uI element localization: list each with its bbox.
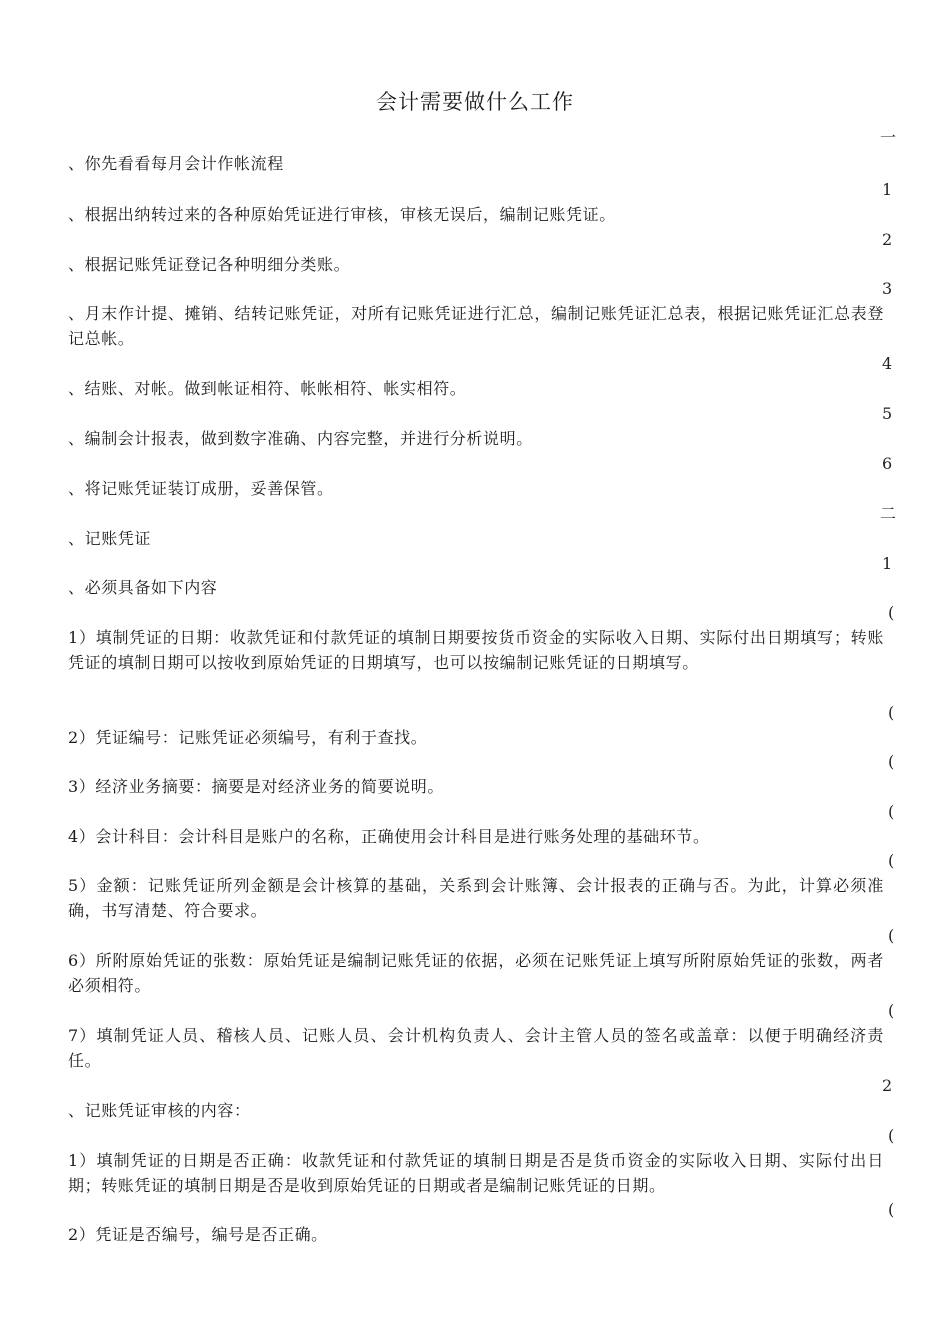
paren-marker: ( [888,1126,895,1145]
paragraph: 5）金额：记账凭证所列金额是会计核算的基础，关系到会计账簿、会计报表的正确与否。为此，计算必须准确，书写清楚、符合要求。 [68,876,884,920]
paren-marker: ( [888,703,895,722]
section-marker: 一 [880,128,897,147]
paragraph: 6）所附原始凭证的张数：原始凭证是编制记账凭证的依据，必须在记账凭证上填写所附原始凭证的张数，两者必须相符。 [68,951,884,995]
paragraph: 2）凭证是否编号，编号是否正确。 [68,1225,328,1244]
paragraph: 1）填制凭证的日期：收款凭证和付款凭证的填制日期要按货币资金的实际收入日期、实际付出日期填写；转账凭证的填制日期可以按收到原始凭证的日期填写，也可以按编制记账凭证的日期填写。 [68,628,884,672]
paragraph: 、结账、对帐。做到帐证相符、帐帐相符、帐实相符。 [68,379,467,398]
paragraph: 、编制会计报表，做到数字准确、内容完整，并进行分析说明。 [68,429,533,448]
paragraph: 、月末作计提、摊销、结转记账凭证，对所有记账凭证进行汇总，编制记账凭证汇总表，根据记账凭证汇总表登记总帐。 [68,304,884,348]
paragraph: 2）凭证编号：记账凭证必须编号，有利于查找。 [68,728,428,747]
paragraph: 7）填制凭证人员、稽核人员、记账人员、会计机构负责人、会计主管人员的签名或盖章：以便于明确经济责任。 [68,1026,884,1070]
paren-marker: ( [888,603,895,622]
paragraph: 、必须具备如下内容 [68,578,218,597]
item-marker: 1 [882,554,893,573]
paren-marker: ( [888,851,895,870]
paren-marker: ( [888,802,895,821]
document-title: 会计需要做什么工作 [376,90,574,114]
paragraph: 4）会计科目：会计科目是账户的名称，正确使用会计科目是进行账务处理的基础环节。 [68,827,710,846]
item-marker: 6 [882,454,893,473]
item-marker: 4 [882,354,893,373]
paren-marker: ( [888,752,895,771]
paragraph: 1）填制凭证的日期是否正确：收款凭证和付款凭证的填制日期是否是货币资金的实际收入日期、实际付出日期；转账凭证的填制日期是否是收到原始凭证的日期或者是编制记账凭证的日期。 [68,1151,884,1195]
item-marker: 2 [882,1076,893,1095]
paragraph: 、将记账凭证装订成册，妥善保管。 [68,479,334,498]
paragraph: 、记账凭证审核的内容： [68,1101,251,1120]
section-marker: 二 [880,504,897,523]
item-marker: 3 [882,279,893,298]
paren-marker: ( [888,1200,895,1219]
paragraph: 、记账凭证 [68,529,152,548]
paragraph: 3）经济业务摘要：摘要是对经济业务的简要说明。 [68,777,444,796]
paren-marker: ( [888,1001,895,1020]
paragraph: 、根据出纳转过来的各种原始凭证进行审核，审核无误后，编制记账凭证。 [68,205,616,224]
paragraph: 、根据记账凭证登记各种明细分类账。 [68,255,351,274]
paragraph: 、你先看看每月会计作帐流程 [68,154,284,173]
paren-marker: ( [888,926,895,945]
item-marker: 5 [882,404,893,423]
item-marker: 1 [882,180,893,199]
item-marker: 2 [882,230,893,249]
